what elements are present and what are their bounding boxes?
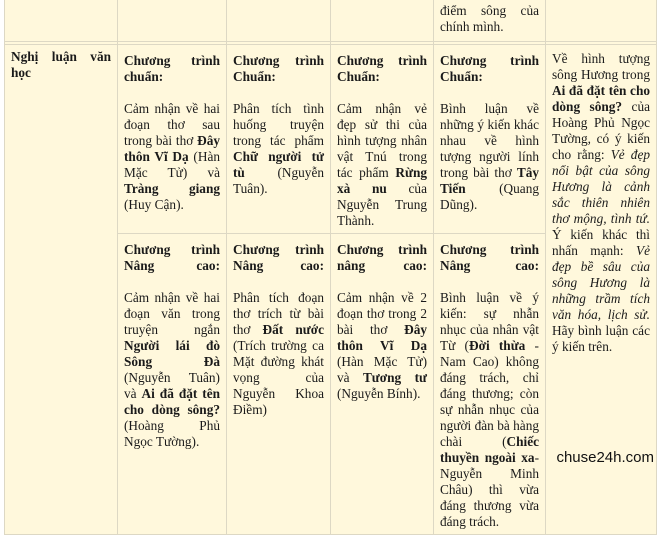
category-cell: Nghị luận văn học [5,45,118,535]
topic-text: Về hình tượng sông Hương trong Ai đã đặt tên cho dòng sông? của Hoàng Phủ Ngọc Tường, có ý kiến cho rằng: Vẻ đẹp nổi bật của sông Hương là cảnh sắc thiên nhiên thơ mộng, tình tứ. Ý kiến khác thì nhấn mạnh: Vẻ đẹp bề sâu của sông Hương là những trầm tích văn hóa, lịch sử. Hãy bình luận các ý kiến trên. [552,51,650,354]
topic-text: Cảm nhận về hai đoạn thơ sau trong bài thơ Đây thôn Vĩ Dạ (Hàn Mặc Tử) và Tràng giang (Huy Cận). [124,101,220,212]
program-heading: Chương trình Chuẩn: [337,53,427,84]
program-heading: Chương trình Chuẩn: [440,53,539,84]
standard-topic-cell [118,45,227,234]
table-row-standard [5,45,657,234]
topic-text: Bình luận về những ý kiến khác nhau về hình tượng người lính trong bài thơ Tây Tiến (Quang Dũng). [440,101,539,212]
standard-topic-cell [227,45,331,234]
topic-text: Cảm nhận về hai đoạn văn trong truyện ngắn Người lái đò Sông Đà (Nguyễn Tuân) và Ai đã đặt tên cho dòng sông? (Hoàng Phủ Ngọc Tường). [124,290,220,449]
table-cell: điểm sông của chính mình. [434,0,546,42]
program-heading: Chương trình Nâng cao: [233,242,324,273]
program-heading: Chương trình Nâng cao: [124,242,220,273]
program-heading: Chương trình Nâng cao: [440,242,539,273]
table-cell [546,0,657,42]
table-cell [227,0,331,42]
standard-topic-cell [434,45,546,234]
topic-text: Bình luận về ý kiến: sự nhẫn nhục của nhân vật Từ (Đời thừa - Nam Cao) không đáng trách, chỉ đáng thương; còn sự nhẫn nhục của người đàn bà hàng chài (Chiếc thuyền ngoài xa- Nguyễn Minh Châu) thì vừa đáng thương vừa đáng trách. [440,290,539,529]
standard-topic-cell [331,45,434,234]
table-row-top-partial [5,0,657,42]
topic-text: Cảm nhận vẻ đẹp sử thi của hình tượng nhân vật Tnú trong tác phẩm Rừng xà nu của Nguyễn Trung Thành. [337,101,427,228]
table-cell [5,0,118,42]
topic-text: Phân tích tình huống truyện trong tác phẩm Chữ người tử tù (Nguyễn Tuân). [233,101,324,196]
advanced-topic-cell [434,234,546,535]
table-cell [331,0,434,42]
watermark-text: chuse24h.com [556,449,654,466]
topic-text: Phân tích đoạn thơ trích từ bài thơ Đất nước (Trích trường ca Mặt đường khát vọng của Nguyễn Khoa Điềm) [233,290,324,417]
advanced-topic-cell [331,234,434,535]
program-heading: Chương trình Chuẩn: [233,53,324,84]
program-heading: Chương trình chuẩn: [124,53,220,84]
topic-text: Cảm nhận về 2 đoạn thơ trong 2 bài thơ Đây thôn Vĩ Dạ (Hàn Mặc Tử) và Tương tư (Nguyễn Bính). [337,290,427,401]
table-cell [118,0,227,42]
program-heading: Chương trình nâng cao: [337,242,427,273]
advanced-topic-cell [227,234,331,535]
advanced-topic-cell [118,234,227,535]
